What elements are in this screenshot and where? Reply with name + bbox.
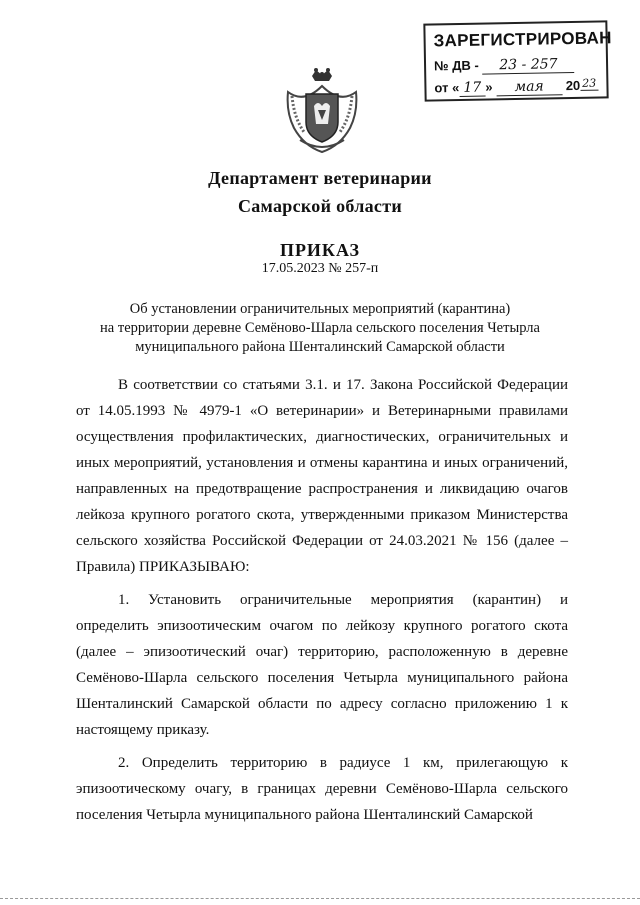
department-name-line2: Самарской области [237,196,403,216]
registration-stamp [423,20,612,101]
stamp-year-suffix: 23 [580,77,598,91]
stamp-date-line [434,77,598,98]
document-type-heading: ПРИКАЗ [279,240,361,260]
stamp-day: 17 [459,80,485,97]
page-bottom-edge [0,898,640,899]
subject-line3: муниципального района Шенталинский Самарской области [135,339,505,355]
body-item-1: 1. Установить ограничительные мероприятия (карантин) и определить эпизоотическим очагом по лейкозу крупного рогатого скота (далее – эпизоотический очаг) территорию, расположенную в деревне Семёново-Шарла сельского поселения Четырла муниципального района Шенталинский Самарской области по адресу согласно приложению 1 к настоящему приказу. [76,592,568,738]
department-name-line1: Департамент ветеринарии [208,168,432,188]
stamp-year-prefix: 20 [565,77,581,94]
coat-of-arms-emblem [284,66,360,154]
body-item-2: 2. Определить территорию в радиусе 1 км, прилегающую к эпизоотическому очагу, в границах деревни Семёново-Шарла сельского поселения Четырла муниципального района Шенталинский Самарской [76,755,568,823]
stamp-from-prefix: от « [434,79,460,96]
subject-line1: Об установлении ограничительных мероприятий (карантина) [129,301,511,317]
stamp-title: ЗАРЕГИСТРИРОВАН [433,28,612,51]
document-date-number: 17.05.2023 № 257-п [261,261,379,276]
stamp-number-value: 23 - 257 [482,56,574,75]
order-body [76,372,568,828]
body-intro-paragraph: В соответствии со статьями 3.1. и 17. Закона Российской Федерации от 14.05.1993 № 4979-1 «О ветеринарии» и Ветеринарными правилами осуществления профилактических, диагностических, ограничительных и иных мероприятий, установления и отмены карантина и иных ограничений, направленных на предотвращение распространения и ликвидацию очагов лейкоза крупного рогатого скота, утвержденными приказом Министерства сельского хозяйства Российской Федерации от 24.03.2021 № 156 (далее – Правила) ПРИКАЗЫВАЮ: [76,377,568,575]
stamp-number-prefix: № ДВ - [433,57,479,74]
stamp-month: мая [496,78,562,96]
stamp-day-close: » [485,79,493,95]
stamp-number-line [434,56,575,75]
subject-line2: на территории деревне Семёново-Шарла сельского поселения Четырла [100,320,540,336]
order-subject [0,300,640,357]
